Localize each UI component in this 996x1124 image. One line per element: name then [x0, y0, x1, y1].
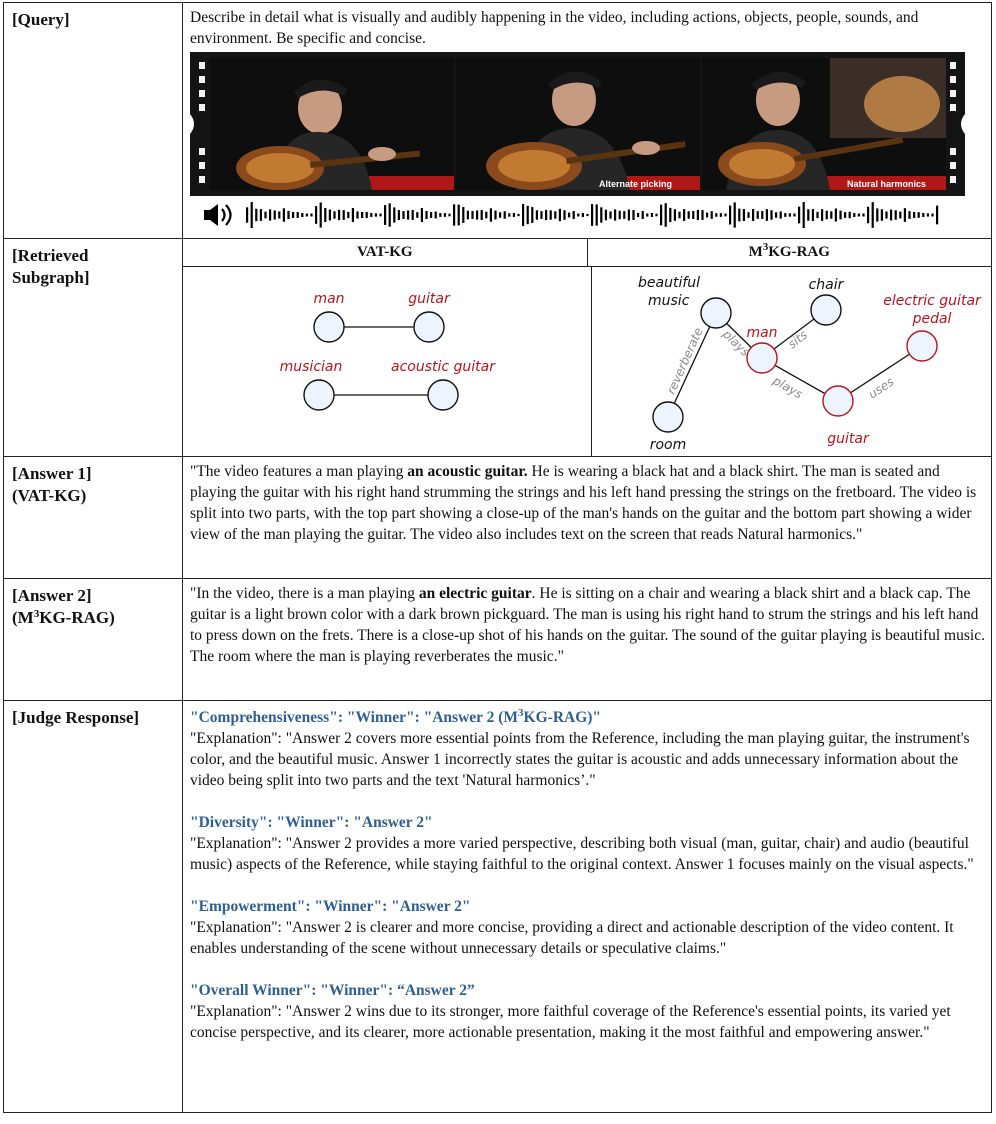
waveform-bar [324, 208, 326, 222]
answer2-text [183, 579, 992, 701]
waveform-bar [485, 212, 487, 219]
subgraph-label [4, 239, 183, 457]
waveform-bar [890, 210, 892, 221]
answer2-row [4, 579, 992, 701]
judge-empowerment [190, 896, 985, 959]
waveform-bar [389, 203, 391, 226]
subgraph-body [183, 267, 991, 456]
node-musician [304, 380, 334, 410]
guitarist-image-3 [702, 58, 946, 190]
waveform-bar [320, 202, 322, 227]
waveform-bar [264, 212, 266, 219]
subgraph-row [4, 239, 992, 457]
subgraph-label-line1: [Retrieved [12, 246, 89, 265]
node-chair [811, 295, 841, 325]
answer2-label-sup: 3 [33, 608, 40, 620]
waveform-bar [550, 210, 552, 219]
waveform-bar [522, 204, 524, 226]
waveform-bar [444, 213, 446, 217]
waveform-bar [453, 204, 455, 225]
waveform-bar [849, 212, 851, 218]
waveform-bar [858, 214, 860, 217]
judge-empowerment-body: "Explanation": "Answer 2 is clearer and more concise, providing a direct and actionable description of the video content. It enables understanding of the scene without unnecessary details or speculative claims." [190, 919, 954, 957]
label-musician: musician [279, 359, 343, 375]
judge-comprehensiveness [190, 707, 985, 791]
waveform-bar [306, 214, 308, 217]
waveform-bar [586, 214, 588, 216]
waveform-bar [904, 208, 906, 222]
waveform-bar [729, 206, 731, 225]
label-beautiful: beautiful [638, 275, 701, 291]
waveform-bar [761, 211, 763, 219]
answer1-label-line2: (VAT-KG) [12, 486, 87, 505]
query-row [4, 3, 992, 239]
edge-sits: sits [785, 327, 811, 352]
waveform-bar [632, 210, 634, 220]
waveform-bar [752, 209, 754, 221]
judge-overall [190, 980, 985, 1043]
query-label: [Query] [4, 3, 183, 239]
waveform-bar [568, 213, 570, 218]
waveform-bar [899, 212, 901, 219]
waveform-bar [895, 210, 897, 219]
waveform-bar [872, 202, 874, 228]
waveform-bar [711, 211, 713, 219]
vat-kg-graph [183, 267, 592, 456]
answer1-text [183, 457, 992, 579]
waveform-bar [384, 205, 386, 225]
waveform-bar [918, 212, 920, 218]
waveform-bar [255, 209, 257, 221]
waveform-bar [605, 210, 607, 221]
vat-kg-svg [183, 267, 591, 456]
waveform-bar [481, 210, 483, 220]
vat-kg-title: VAT-KG [183, 239, 588, 266]
waveform-bar [614, 209, 616, 220]
waveform-bar [361, 212, 363, 218]
waveform-bar [876, 208, 878, 221]
frame-3-caption: Natural harmonics [846, 179, 926, 189]
guitarist-image-1 [210, 58, 454, 190]
waveform-bar [559, 209, 561, 221]
waveform-bar [692, 211, 694, 219]
waveform-bar [596, 204, 598, 225]
waveform-bar [430, 212, 432, 218]
waveform-bar [674, 209, 676, 220]
judge-comprehensiveness-body: "Explanation": "Answer 2 covers more essential points from the Reference, including the man playing guitar, the instrument's color, and the beautiful music. Answer 1 incorrectly states the guitar is acoustic and adds unnecessary information about the video being split into two parts and the text 'Natural harmonics’." [190, 730, 970, 789]
waveform-bar [913, 212, 915, 218]
waveform-bar [366, 212, 368, 218]
edge-uses: uses [865, 374, 897, 402]
waveform-bar [706, 213, 708, 218]
waveform-bar [609, 211, 611, 218]
label-m3-man: man [746, 325, 778, 341]
judge-diversity-head: "Diversity": "Winner": "Answer 2" [190, 814, 433, 831]
judge-row [4, 701, 992, 1113]
waveform-bar [554, 211, 556, 218]
waveform-bar [881, 209, 883, 220]
waveform-bar [283, 208, 285, 221]
waveform-bar [688, 211, 690, 218]
waveform-bar [577, 214, 579, 217]
waveform-bar [669, 208, 671, 222]
subgraph-cell [183, 239, 992, 457]
waveform-bar [651, 213, 653, 217]
waveform-bar [343, 210, 345, 220]
waveform-bar [375, 213, 377, 216]
waveform-bar [853, 213, 855, 217]
waveform-bar [412, 210, 414, 220]
waveform-bar [830, 211, 832, 218]
waveform-bar [274, 210, 276, 219]
node-acoustic-guitar [428, 380, 458, 410]
waveform-bar [513, 213, 515, 217]
edge-reverberate: reverberate [663, 325, 706, 397]
waveform-bar [297, 212, 299, 218]
waveform-bar [292, 212, 294, 218]
waveform-bar [770, 210, 772, 219]
m3kg-title-sup: 3 [762, 241, 769, 253]
waveform-bar [715, 213, 717, 216]
waveform-bar [600, 207, 602, 222]
waveform-bar [835, 209, 837, 222]
label-chair: chair [808, 277, 844, 293]
waveform-bar [540, 211, 542, 219]
edge-plays-1: plays [719, 327, 753, 360]
waveform-bar [839, 211, 841, 220]
judge-overall-head: "Overall Winner": "Winner": “Answer 2” [190, 982, 475, 999]
waveform-bar [678, 212, 680, 219]
waveform-bar [471, 211, 473, 219]
waveform-bar [697, 210, 699, 220]
waveform-bar [747, 212, 749, 218]
waveform-bars [190, 200, 965, 230]
waveform-bar [407, 210, 409, 219]
edge-plays-2: plays [770, 373, 805, 402]
waveform-bar [683, 209, 685, 221]
waveform-bar [435, 212, 437, 219]
m3kg-title-post: KG-RAG [768, 244, 830, 260]
query-text: Describe in detail what is visually and audibly happening in the video, including actions, objects, people, sounds, and environment. Be specific and concise. [190, 9, 919, 47]
judge-overall-body: "Explanation": "Answer 2 wins due to its stronger, more faithful coverage of the Reference's essential points, its varied yet concise perspective, and its clearer, more actionable presentation, making it the most faithful and empowering answer." [190, 1003, 951, 1041]
waveform-bar [821, 209, 823, 221]
waveform-bar [908, 211, 910, 219]
label-electric-guitar: electric guitar [883, 293, 981, 309]
audio-waveform [190, 200, 985, 230]
waveform-bar [807, 209, 809, 220]
m3kg-title-pre: M [748, 244, 763, 260]
waveform-bar [287, 211, 289, 219]
waveform-bar [315, 206, 317, 224]
comparison-table [3, 2, 992, 1113]
waveform-bar [347, 212, 349, 218]
answer2-label [4, 579, 183, 701]
answer2-bold: an electric guitar [418, 585, 532, 602]
waveform-bar [789, 213, 791, 216]
judge-head-0-post: KG-RAG)" [523, 709, 602, 726]
waveform-bar [720, 213, 722, 217]
waveform-bar [329, 209, 331, 220]
judge-label: [Judge Response] [4, 701, 183, 1113]
subgraph-label-line2: Subgraph] [12, 268, 90, 287]
video-frame-2 [456, 58, 700, 190]
answer1-pre: "The video features a man playing [190, 463, 408, 480]
answer2-post: . He is sitting on a chair and wearing a black shirt and a black cap. The guitar is a light brown color with a dark brown pickguard. The man is using his right hand to strum the strings and his left hand to press down on the frets. There is a close-up shot of his hands on the guitar. The sound of the guitar playing is beautiful music. The room where the man is playing reverberates the music." [190, 585, 985, 665]
waveform-bar [494, 211, 496, 220]
judge-cell [183, 701, 992, 1113]
waveform-bar [536, 210, 538, 219]
waveform-bar [458, 205, 460, 226]
waveform-bar [504, 211, 506, 219]
answer1-row [4, 457, 992, 579]
waveform-bar [246, 207, 248, 222]
answer1-label-line1: [Answer 1] [12, 464, 92, 483]
label-m3-guitar: guitar [827, 431, 869, 447]
figure-sheet [3, 2, 992, 1120]
waveform-bar [278, 211, 280, 218]
m3kg-svg [592, 267, 996, 456]
waveform-bar [545, 210, 547, 220]
label-man: man [313, 291, 345, 307]
node-guitar [414, 312, 444, 342]
waveform-bar [508, 213, 510, 216]
waveform-bar [260, 209, 262, 221]
waveform-bar [780, 211, 782, 218]
waveform-bar [591, 204, 593, 226]
waveform-bar [425, 211, 427, 219]
waveform-bar [421, 208, 423, 222]
waveform-bar [301, 213, 303, 217]
waveform-bar [333, 211, 335, 218]
waveform-bar [724, 214, 726, 217]
waveform-bar [398, 210, 400, 220]
waveform-bar [701, 210, 703, 220]
waveform-bar [462, 207, 464, 223]
judge-diversity-body: "Explanation": "Answer 2 provides a more varied perspective, describing both visual (man, guitar, chair) and audio (beautiful music) aspects of the Reference, while staying faithful to the original context. Answer 1 focuses mainly on the visual aspects." [190, 835, 974, 873]
waveform-bar [619, 211, 621, 220]
waveform-bar [862, 214, 864, 217]
waveform-bar [743, 209, 745, 221]
waveform-bar [402, 211, 404, 219]
frame-2-caption: Alternate picking [598, 179, 672, 189]
waveform-bar [936, 206, 938, 225]
waveform-bar [660, 205, 662, 226]
waveform-bar [665, 203, 667, 227]
answer2-label-line2 [12, 607, 182, 629]
node-electric-guitar-pedal [907, 331, 937, 361]
waveform-bar [439, 213, 441, 217]
waveform-bar [784, 213, 786, 217]
waveform-bar [531, 207, 533, 223]
subgraph-header [183, 239, 991, 267]
guitarist-image-2 [456, 58, 700, 190]
waveform-bar [646, 213, 648, 216]
waveform-bar [655, 214, 657, 217]
waveform-bar [757, 211, 759, 219]
answer1-post: He is wearing a black hat and a black shirt. The man is seated and playing the guitar with his right hand strumming the strings and his left hand pressing the strings on the fretboard. The video is split into two parts, with the top part showing a close-up of the man's hands on the guitar and the bottom part showing a wider view of the man playing the guitar. The video also includes text on the screen that reads Natural harmonics." [190, 463, 977, 543]
waveform-bar [922, 213, 924, 217]
query-cell [183, 3, 992, 239]
label-music: music [648, 293, 690, 309]
waveform-bar [517, 214, 519, 216]
waveform-bar [623, 211, 625, 219]
waveform-bar [816, 212, 818, 218]
waveform-bar [798, 207, 800, 224]
waveform-bar [448, 214, 450, 217]
waveform-bar [812, 209, 814, 221]
m3kg-graph [592, 267, 996, 456]
waveform-bar [826, 211, 828, 220]
waveform-bar [637, 213, 639, 217]
waveform-bar [370, 213, 372, 217]
waveform-bar [251, 202, 253, 228]
waveform-bar [416, 212, 418, 218]
waveform-bar [269, 209, 271, 220]
node-m3-guitar [823, 386, 853, 416]
waveform-bar [379, 214, 381, 217]
label-pedal: pedal [912, 311, 952, 327]
waveform-bar [527, 206, 529, 224]
answer2-pre: "In the video, there is a man playing [190, 585, 419, 602]
waveform-bar [310, 214, 312, 217]
label-acoustic-guitar: acoustic guitar [390, 359, 496, 375]
waveform-bar [793, 214, 795, 217]
waveform-bar [766, 209, 768, 221]
waveform-bar [573, 211, 575, 219]
answer2-label-pre: (M [12, 608, 34, 627]
node-beautiful-music [701, 298, 731, 328]
speaker-icon [204, 204, 231, 226]
answer2-label-post: KG-RAG) [39, 608, 115, 627]
judge-empowerment-head: "Empowerment": "Winner": "Answer 2" [190, 898, 471, 915]
waveform-bar [356, 211, 358, 218]
judge-comprehensiveness-head [190, 707, 985, 728]
waveform-bar [885, 211, 887, 218]
waveform-bar [734, 202, 736, 227]
judge-head-0-sup: 3 [518, 707, 524, 719]
waveform-bar [628, 210, 630, 221]
answer1-label [4, 457, 183, 579]
waveform-bar [352, 208, 354, 222]
video-filmstrip [190, 52, 965, 196]
label-guitar: guitar [408, 291, 450, 307]
m3kg-title [588, 239, 992, 266]
node-room [653, 402, 683, 432]
waveform-bar [499, 212, 501, 217]
waveform-bar [642, 211, 644, 219]
label-room: room [649, 437, 687, 453]
answer2-label-line1: [Answer 2] [12, 586, 92, 605]
judge-diversity [190, 812, 985, 875]
waveform-bar [931, 214, 933, 217]
waveform-bar [467, 211, 469, 220]
waveform-bar [867, 207, 869, 223]
waveform-bar [844, 212, 846, 218]
video-frame-1 [210, 58, 454, 190]
waveform-bar [490, 208, 492, 221]
waveform-bar [927, 213, 929, 216]
waveform-bar [563, 210, 565, 220]
waveform-bar [775, 212, 777, 217]
waveform-bar [476, 210, 478, 219]
waveform-bar [582, 213, 584, 217]
waveform-bar [738, 209, 740, 222]
judge-head-0-pre: "Comprehensiveness": "Winner": "Answer 2 (M [190, 709, 519, 726]
answer1-bold: an acoustic guitar. [407, 463, 528, 480]
waveform-bar [338, 210, 340, 220]
video-frame-3 [702, 58, 946, 190]
waveform-bar [803, 202, 805, 228]
node-man [314, 312, 344, 342]
waveform-bar [393, 207, 395, 222]
